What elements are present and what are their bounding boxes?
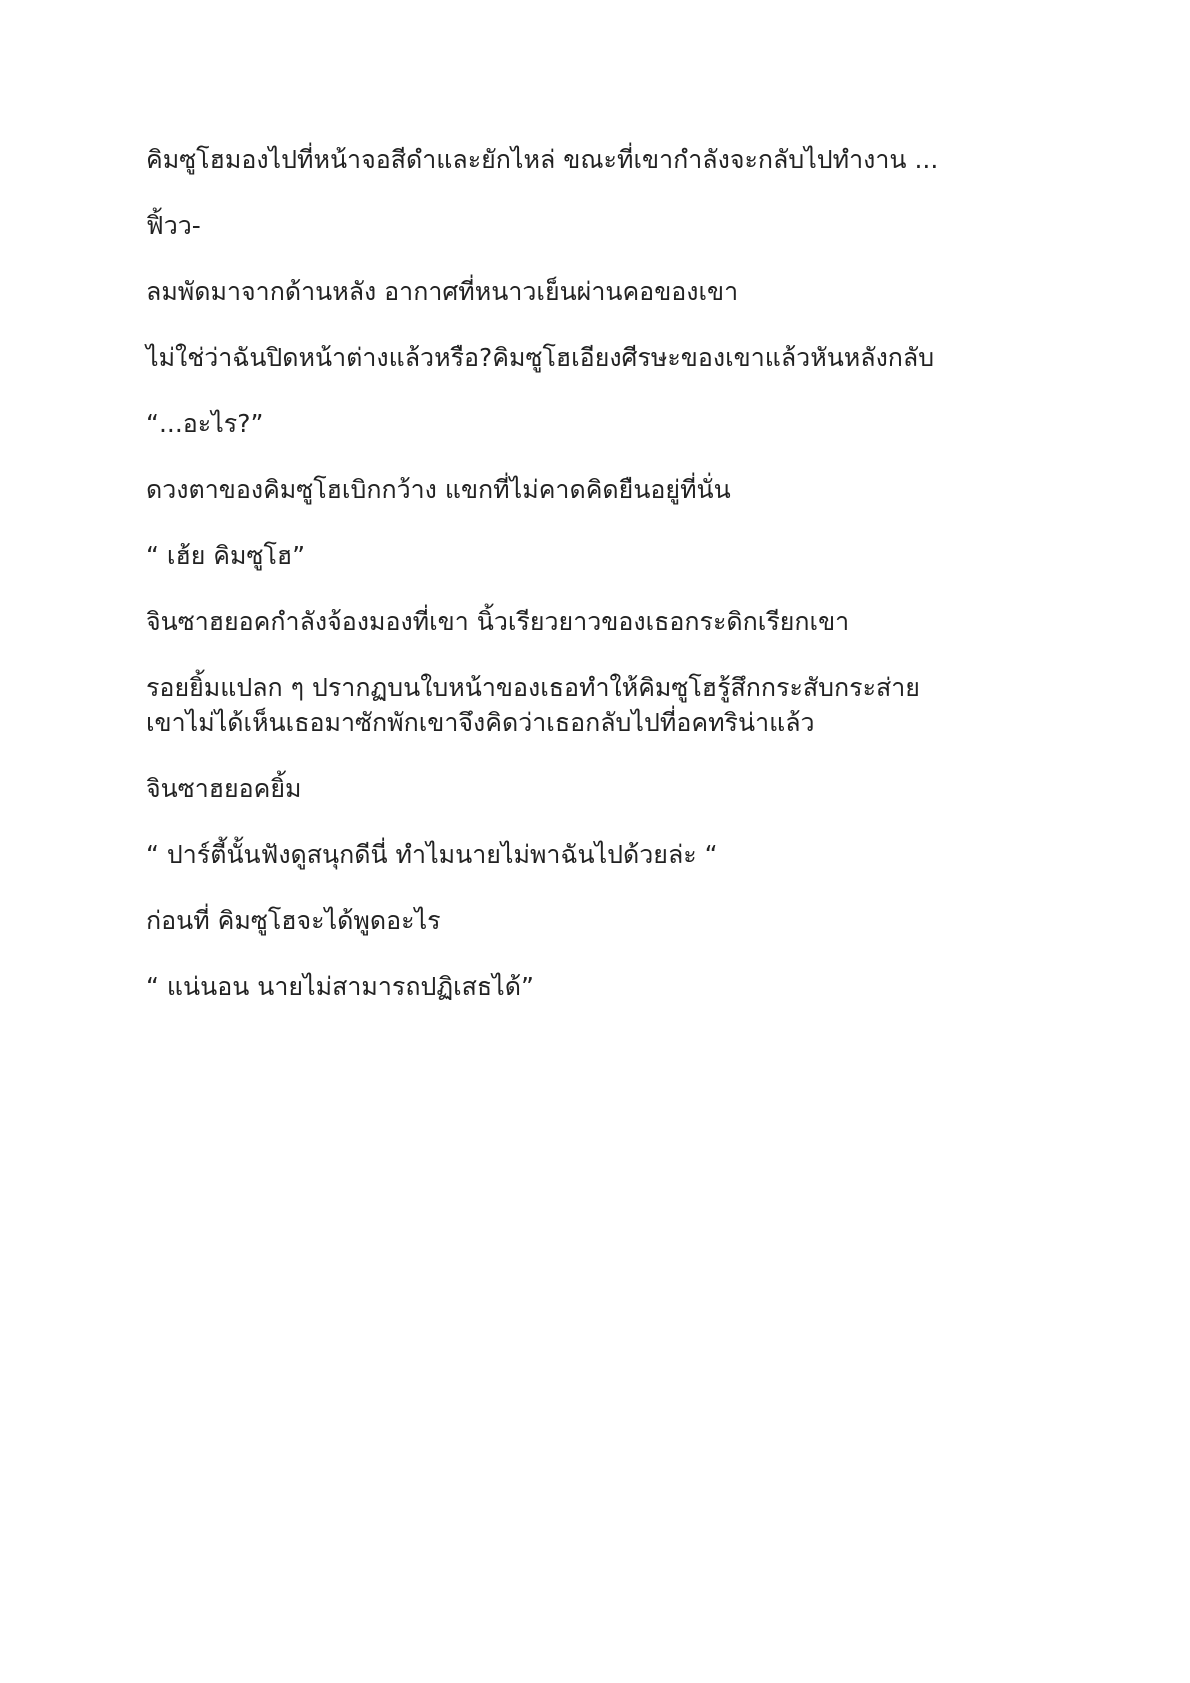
paragraph (146, 472, 1046, 507)
text-line: “ แน่นอน นายไม่สามารถปฏิเสธได้” (146, 972, 534, 1001)
paragraph (146, 837, 1046, 872)
text-line: ดวงตาของคิมซูโฮเบิกกว้าง แขกที่ไม่คาดคิดยืนอยู่ที่นั่น (146, 475, 731, 504)
text-line: “...อะไร?” (146, 409, 264, 438)
paragraph (146, 538, 1046, 573)
document-body (146, 142, 1046, 1035)
paragraph (146, 340, 1046, 375)
paragraph (146, 771, 1046, 806)
paragraph (146, 670, 1046, 740)
text-line: คิมซูโฮมองไปที่หน้าจอสีดำและยักไหล่ ขณะที่เขากำลังจะกลับไปทำงาน ... (146, 145, 939, 174)
text-line: ไม่ใช่ว่าฉันปิดหน้าต่างแล้วหรือ?คิมซูโฮเอียงศีรษะของเขาแล้วหันหลังกลับ (146, 343, 935, 372)
paragraph (146, 274, 1046, 309)
text-line: จินซาฮยอคกำลังจ้องมองที่เขา นิ้วเรียวยาวของเธอกระดิกเรียกเขา (146, 607, 850, 636)
text-line: เขาไม่ได้เห็นเธอมาซักพักเขาจึงคิดว่าเธอกลับไปที่อคทริน่าแล้ว (146, 708, 815, 737)
paragraph (146, 406, 1046, 441)
paragraph (146, 903, 1046, 938)
text-line: “ ปาร์ตี้นั้นฟังดูสนุกดีนี่ ทำไมนายไม่พาฉันไปด้วยล่ะ “ (146, 840, 718, 869)
text-line: รอยยิ้มแปลก ๆ ปรากฏบนใบหน้าของเธอทำให้คิมซูโฮรู้สึกกระสับกระส่าย (146, 673, 920, 702)
paragraph (146, 604, 1046, 639)
paragraph (146, 142, 1046, 177)
text-line: จินซาฮยอคยิ้ม (146, 774, 302, 803)
text-line: “ เฮ้ย คิมซูโฮ” (146, 541, 306, 570)
text-line: ลมพัดมาจากด้านหลัง อากาศที่หนาวเย็นผ่านคอของเขา (146, 277, 739, 306)
paragraph (146, 969, 1046, 1004)
text-line: ฟิ้วว- (146, 211, 201, 240)
paragraph (146, 208, 1046, 243)
text-line: ก่อนที่ คิมซูโฮจะได้พูดอะไร (146, 906, 441, 935)
